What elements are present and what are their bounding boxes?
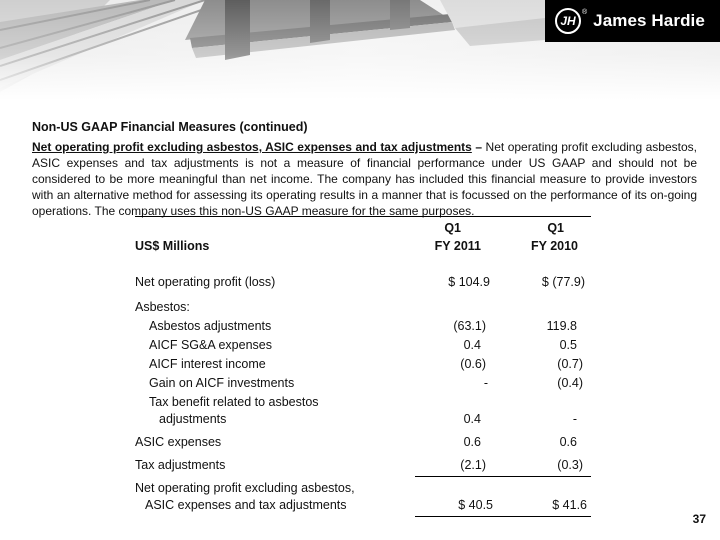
row-label: Asbestos: (135, 300, 190, 314)
col1-header-q: Q1 (444, 221, 461, 235)
row-value-fy2011: $ 104.9 (448, 275, 490, 289)
row-label: Net operating profit excluding asbestos, (135, 481, 355, 495)
row-value-fy2011: 0.4 (463, 412, 481, 426)
table-row (135, 497, 591, 514)
table-row (135, 480, 591, 497)
row-value-fy2011: $ 40.5 (458, 498, 493, 512)
row-value-fy2011: (2.1) (460, 458, 486, 472)
slide-heading: Non-US GAAP Financial Measures (continued) (32, 120, 308, 134)
row-label: AICF SG&A expenses (149, 338, 272, 352)
row-value-fy2011: 0.4 (463, 338, 481, 352)
row-value-fy2010: 0.5 (559, 338, 577, 352)
row-value-fy2010: 119.8 (546, 319, 577, 333)
col2-header-fy: FY 2010 (530, 239, 578, 253)
description-paragraph (32, 139, 697, 219)
table-row (135, 274, 591, 291)
table-top-rule (135, 216, 591, 217)
table-row (135, 375, 591, 392)
table-row (135, 394, 591, 411)
table-row (135, 299, 591, 316)
row-label: adjustments (159, 412, 227, 426)
row-value-fy2010: $ 41.6 (552, 498, 587, 512)
row-value-fy2011: - (483, 376, 488, 390)
james-hardie-logo (545, 0, 720, 42)
row-label: Tax adjustments (135, 458, 226, 472)
registered-mark: ® (582, 9, 588, 16)
row-label: Net operating profit (loss) (135, 275, 276, 289)
jh-monogram-icon: JH (555, 8, 581, 34)
row-value-fy2010: (0.3) (557, 458, 583, 472)
table-header-row-2 (135, 238, 591, 255)
paragraph-body: Net operating profit excluding asbestos, ASIC expenses and tax adjustments is not a measure of financial performance under US GAAP and should not be considered to be more meaningful than net income. The company has included this financial measure to provide investors with an alternative method for assessing its operating results in a manner that is focussed on the performance of its on-going operations. The company uses this non-US GAAP measure for the same purposes. (32, 140, 697, 218)
paragraph-dash: – (471, 140, 486, 154)
row-label: AICF interest income (149, 357, 266, 371)
row-label: ASIC expenses (135, 435, 222, 449)
table-row (135, 356, 591, 373)
table-header-row-1 (135, 220, 591, 237)
row-label: Tax benefit related to asbestos (149, 395, 319, 409)
row-value-fy2011: 0.6 (463, 435, 481, 449)
col1-header-fy: FY 2011 (434, 239, 481, 253)
row-value-fy2010: $ (77.9) (541, 275, 585, 289)
col2-header-q: Q1 (547, 221, 564, 235)
row-value-fy2010: (0.7) (557, 357, 583, 371)
table-row (135, 434, 591, 451)
financial-table (135, 216, 591, 514)
row-value-fy2010: 0.6 (559, 435, 577, 449)
total-rule (415, 516, 591, 517)
units-label: US$ Millions (135, 239, 210, 253)
row-label: ASIC expenses and tax adjustments (145, 498, 347, 512)
table-row (135, 457, 591, 474)
subtotal-rule (415, 476, 591, 477)
table-row (135, 411, 591, 428)
paragraph-lead: Net operating profit excluding asbestos, ASIC expenses and tax adjustments (32, 140, 472, 154)
row-value-fy2010: (0.4) (557, 376, 583, 390)
page-number: 37 (692, 512, 706, 526)
row-value-fy2010: - (572, 412, 577, 426)
row-value-fy2011: (63.1) (453, 319, 486, 333)
brand-name: James Hardie (593, 11, 705, 30)
table-row (135, 337, 591, 354)
row-label: Gain on AICF investments (149, 376, 295, 390)
row-label: Asbestos adjustments (149, 319, 272, 333)
table-row (135, 318, 591, 335)
row-value-fy2011: (0.6) (460, 357, 486, 371)
